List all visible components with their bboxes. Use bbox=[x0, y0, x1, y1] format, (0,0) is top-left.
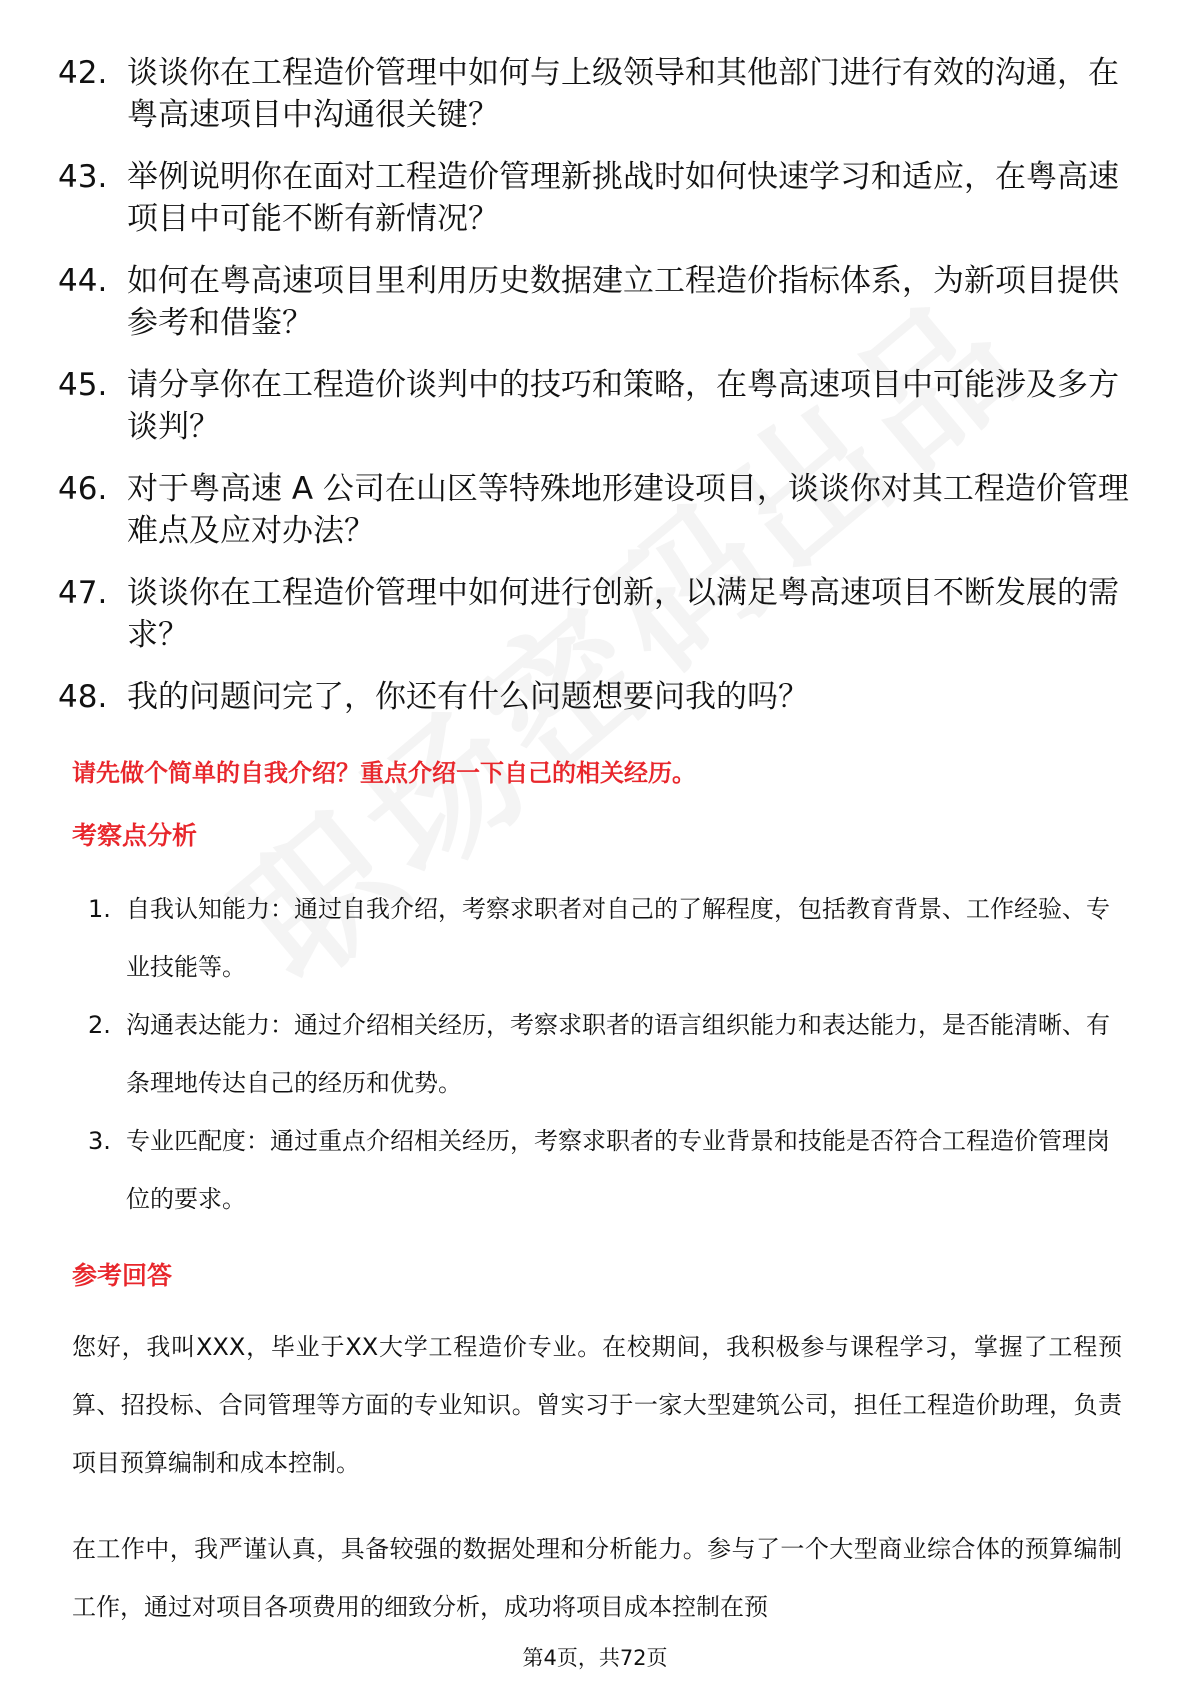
highlight-question: 请先做个简单的自我介绍？重点介绍一下自己的相关经历。 bbox=[72, 759, 696, 787]
question-text: 谈谈你在工程造价管理中如何与上级领导和其他部门进行有效的沟通，在粤高速项目中沟通很关键？ bbox=[127, 55, 1119, 133]
question-text: 如何在粤高速项目里利用历史数据建立工程造价指标体系，为新项目提供参考和借鉴？ bbox=[127, 263, 1119, 341]
question-text: 请分享你在工程造价谈判中的技巧和策略，在粤高速项目中可能涉及多方谈判？ bbox=[127, 367, 1119, 445]
question-item bbox=[58, 156, 1138, 240]
question-list bbox=[58, 52, 1138, 738]
analysis-list bbox=[82, 880, 1122, 1228]
analysis-number: 2. bbox=[88, 1011, 111, 1039]
question-item bbox=[58, 260, 1138, 344]
question-number: 42. bbox=[58, 55, 108, 91]
question-text: 谈谈你在工程造价管理中如何进行创新，以满足粤高速项目不断发展的需求？ bbox=[127, 575, 1119, 653]
question-number: 44. bbox=[58, 263, 108, 299]
question-item bbox=[58, 468, 1138, 552]
question-number: 46. bbox=[58, 471, 108, 507]
question-text: 举例说明你在面对工程造价管理新挑战时如何快速学习和适应，在粤高速项目中可能不断有新情况？ bbox=[127, 159, 1119, 237]
analysis-text: 自我认知能力：通过自我介绍，考察求职者对自己的了解程度，包括教育背景、工作经验、专业技能等。 bbox=[126, 895, 1110, 981]
analysis-item bbox=[82, 996, 1122, 1112]
question-text: 对于粤高速 A 公司在山区等特殊地形建设项目，谈谈你对其工程造价管理难点及应对办法？ bbox=[127, 471, 1129, 549]
reference-paragraph: 您好，我叫XXX，毕业于XX大学工程造价专业。在校期间，我积极参与课程学习，掌握了工程预算、招投标、合同管理等方面的专业知识。曾实习于一家大型建筑公司，担任工程造价助理，负责项目预算编制和成本控制。 bbox=[72, 1333, 1122, 1477]
question-item bbox=[58, 572, 1138, 656]
question-item bbox=[58, 52, 1138, 136]
reference-paragraph: 在工作中，我严谨认真，具备较强的数据处理和分析能力。参与了一个大型商业综合体的预算编制工作，通过对项目各项费用的细致分析，成功将项目成本控制在预 bbox=[72, 1535, 1122, 1621]
question-number: 48. bbox=[58, 679, 108, 715]
analysis-text: 沟通表达能力：通过介绍相关经历，考察求职者的语言组织能力和表达能力，是否能清晰、有条理地传达自己的经历和优势。 bbox=[126, 1011, 1110, 1097]
analysis-item bbox=[82, 1112, 1122, 1228]
question-number: 45. bbox=[58, 367, 108, 403]
analysis-number: 3. bbox=[88, 1127, 111, 1155]
question-item bbox=[58, 364, 1138, 448]
page-footer: 第4页，共72页 bbox=[522, 1646, 668, 1670]
question-text: 我的问题问完了，你还有什么问题想要问我的吗？ bbox=[127, 679, 809, 715]
analysis-heading: 考察点分析 bbox=[72, 821, 198, 850]
question-number: 43. bbox=[58, 159, 108, 195]
analysis-item bbox=[82, 880, 1122, 996]
analysis-number: 1. bbox=[88, 895, 111, 923]
question-item bbox=[58, 676, 1138, 718]
reference-heading: 参考回答 bbox=[72, 1261, 173, 1290]
question-number: 47. bbox=[58, 575, 108, 611]
analysis-text: 专业匹配度：通过重点介绍相关经历，考察求职者的专业背景和技能是否符合工程造价管理岗位的要求。 bbox=[126, 1127, 1110, 1213]
